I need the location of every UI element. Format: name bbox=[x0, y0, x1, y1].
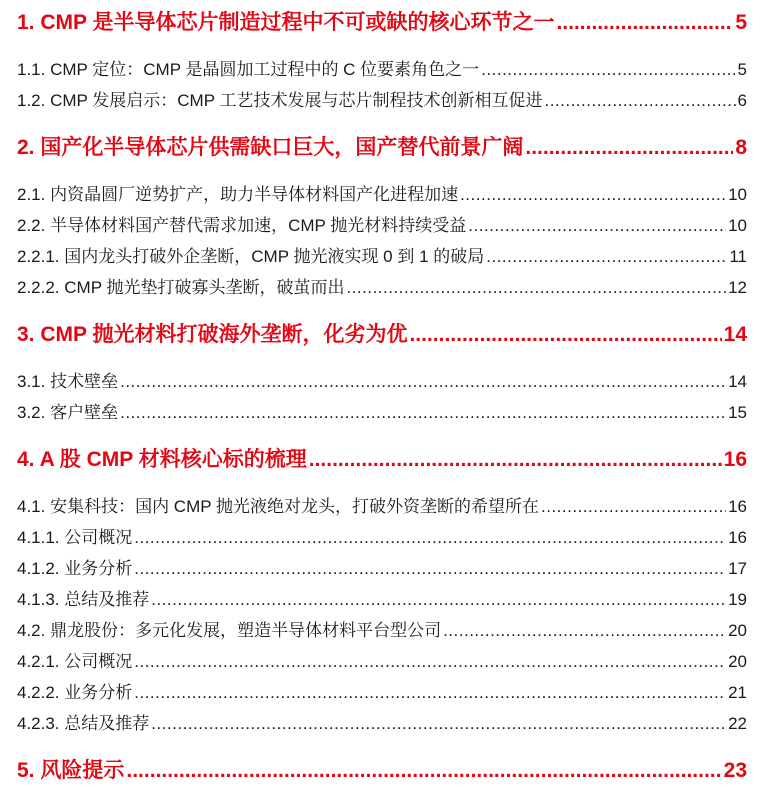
toc-entry-label: 1.2. CMP 发展启示：CMP 工艺技术发展与芯片制程技术创新相互促进 bbox=[17, 91, 543, 110]
toc-entry-2-2[interactable] bbox=[0, 214, 766, 238]
toc-leader-dots bbox=[309, 445, 722, 475]
toc-leader-dots bbox=[556, 8, 733, 38]
toc-entry-label: 2.2.2. CMP 抛光垫打破寡头垄断，破茧而出 bbox=[17, 278, 345, 297]
toc-leader-dots bbox=[151, 588, 726, 612]
toc-entry-label: 4.1. 安集科技：国内 CMP 抛光液绝对龙头，打破外资垄断的希望所在 bbox=[17, 497, 539, 516]
toc-entry-page: 20 bbox=[728, 652, 747, 671]
toc-entry-label: 4.1.3. 总结及推荐 bbox=[17, 590, 150, 609]
toc-entry-page: 5 bbox=[737, 60, 747, 79]
toc-entry-2-1[interactable] bbox=[0, 183, 766, 207]
toc-entry-label: 2.2. 半导体材料国产替代需求加速，CMP 抛光材料持续受益 bbox=[17, 216, 467, 235]
toc-entry-label: 4.1.2. 业务分析 bbox=[17, 559, 133, 578]
toc-entry-4[interactable] bbox=[0, 445, 766, 475]
toc-entry-page: 14 bbox=[723, 323, 747, 346]
toc-entry-page: 23 bbox=[723, 759, 747, 782]
toc-entry-label: 2. 国产化半导体芯片供需缺口巨大，国产替代前景广阔 bbox=[17, 136, 524, 159]
toc-leader-dots bbox=[481, 58, 735, 82]
toc-entry-4-2-2[interactable] bbox=[0, 681, 766, 705]
toc-entry-label: 4.2.1. 公司概况 bbox=[17, 652, 133, 671]
toc-entry-4-2[interactable] bbox=[0, 619, 766, 643]
toc-entry-page: 10 bbox=[728, 185, 747, 204]
toc-entry-label: 4. A 股 CMP 材料核心标的梳理 bbox=[17, 448, 307, 471]
toc-leader-dots bbox=[151, 712, 726, 736]
toc-entry-5[interactable] bbox=[0, 756, 766, 786]
toc-entry-label: 3. CMP 抛光材料打破海外垄断，化劣为优 bbox=[17, 323, 408, 346]
toc-leader-dots bbox=[134, 557, 726, 581]
toc-entry-page: 17 bbox=[728, 559, 747, 578]
toc-entry-page: 6 bbox=[737, 91, 747, 110]
toc-leader-dots bbox=[134, 681, 726, 705]
toc-leader-dots bbox=[134, 526, 726, 550]
toc-entry-label: 1.1. CMP 定位：CMP 是晶圆加工过程中的 C 位要素角色之一 bbox=[17, 60, 480, 79]
toc-leader-dots bbox=[346, 276, 726, 300]
toc-entry-page: 16 bbox=[728, 528, 747, 547]
toc-leader-dots bbox=[120, 370, 726, 394]
toc-leader-dots bbox=[525, 133, 733, 163]
toc-entry-label: 4.2. 鼎龙股份：多元化发展，塑造半导体材料平台型公司 bbox=[17, 621, 442, 640]
toc-entry-3[interactable] bbox=[0, 320, 766, 350]
toc-entry-4-1-3[interactable] bbox=[0, 588, 766, 612]
toc-entry-1-2[interactable] bbox=[0, 89, 766, 113]
toc-leader-dots bbox=[460, 183, 726, 207]
toc-leader-dots bbox=[486, 245, 727, 269]
toc-entry-page: 16 bbox=[723, 448, 747, 471]
toc-entry-page: 10 bbox=[728, 216, 747, 235]
toc-entry-1-1[interactable] bbox=[0, 58, 766, 82]
toc-entry-2[interactable] bbox=[0, 133, 766, 163]
toc-entry-page: 12 bbox=[728, 278, 747, 297]
toc-entry-page: 22 bbox=[728, 714, 747, 733]
toc-entry-1[interactable] bbox=[0, 8, 766, 38]
toc-leader-dots bbox=[468, 214, 726, 238]
toc-entry-4-2-1[interactable] bbox=[0, 650, 766, 674]
toc-entry-4-1-2[interactable] bbox=[0, 557, 766, 581]
toc-entry-page: 16 bbox=[728, 497, 747, 516]
toc-entry-3-2[interactable] bbox=[0, 401, 766, 425]
toc-leader-dots bbox=[541, 495, 726, 519]
toc-leader-dots bbox=[134, 650, 726, 674]
toc-entry-page: 19 bbox=[728, 590, 747, 609]
toc-entry-label: 2.1. 内资晶圆厂逆势扩产，助力半导体材料国产化进程加速 bbox=[17, 185, 459, 204]
toc-entry-2-2-2[interactable] bbox=[0, 276, 766, 300]
toc-entry-page: 14 bbox=[728, 372, 747, 391]
toc-entry-label: 2.2.1. 国内龙头打破外企垄断，CMP 抛光液实现 0 到 1 的破局 bbox=[17, 247, 485, 266]
toc-entry-page: 8 bbox=[735, 136, 747, 159]
toc-entry-page: 21 bbox=[728, 683, 747, 702]
toc-leader-dots bbox=[126, 756, 721, 786]
toc-entry-page: 20 bbox=[728, 621, 747, 640]
toc-leader-dots bbox=[544, 89, 735, 113]
toc-entry-2-2-1[interactable] bbox=[0, 245, 766, 269]
toc-leader-dots bbox=[409, 320, 721, 350]
toc-entry-page: 5 bbox=[735, 11, 747, 34]
toc-entry-label: 4.2.3. 总结及推荐 bbox=[17, 714, 150, 733]
toc-entry-3-1[interactable] bbox=[0, 370, 766, 394]
toc-entry-label: 3.2. 客户壁垒 bbox=[17, 403, 119, 422]
toc-entry-label: 4.2.2. 业务分析 bbox=[17, 683, 133, 702]
toc-entry-label: 4.1.1. 公司概况 bbox=[17, 528, 133, 547]
toc-entry-page: 11 bbox=[729, 247, 747, 266]
toc-leader-dots bbox=[120, 401, 726, 425]
toc-entry-label: 5. 风险提示 bbox=[17, 759, 125, 782]
toc-entry-4-1[interactable] bbox=[0, 495, 766, 519]
toc-entry-label: 3.1. 技术壁垒 bbox=[17, 372, 119, 391]
toc-entry-page: 15 bbox=[728, 403, 747, 422]
toc-leader-dots bbox=[443, 619, 726, 643]
toc-entry-label: 1. CMP 是半导体芯片制造过程中不可或缺的核心环节之一 bbox=[17, 11, 555, 34]
toc-entry-4-1-1[interactable] bbox=[0, 526, 766, 550]
toc-entry-4-2-3[interactable] bbox=[0, 712, 766, 736]
